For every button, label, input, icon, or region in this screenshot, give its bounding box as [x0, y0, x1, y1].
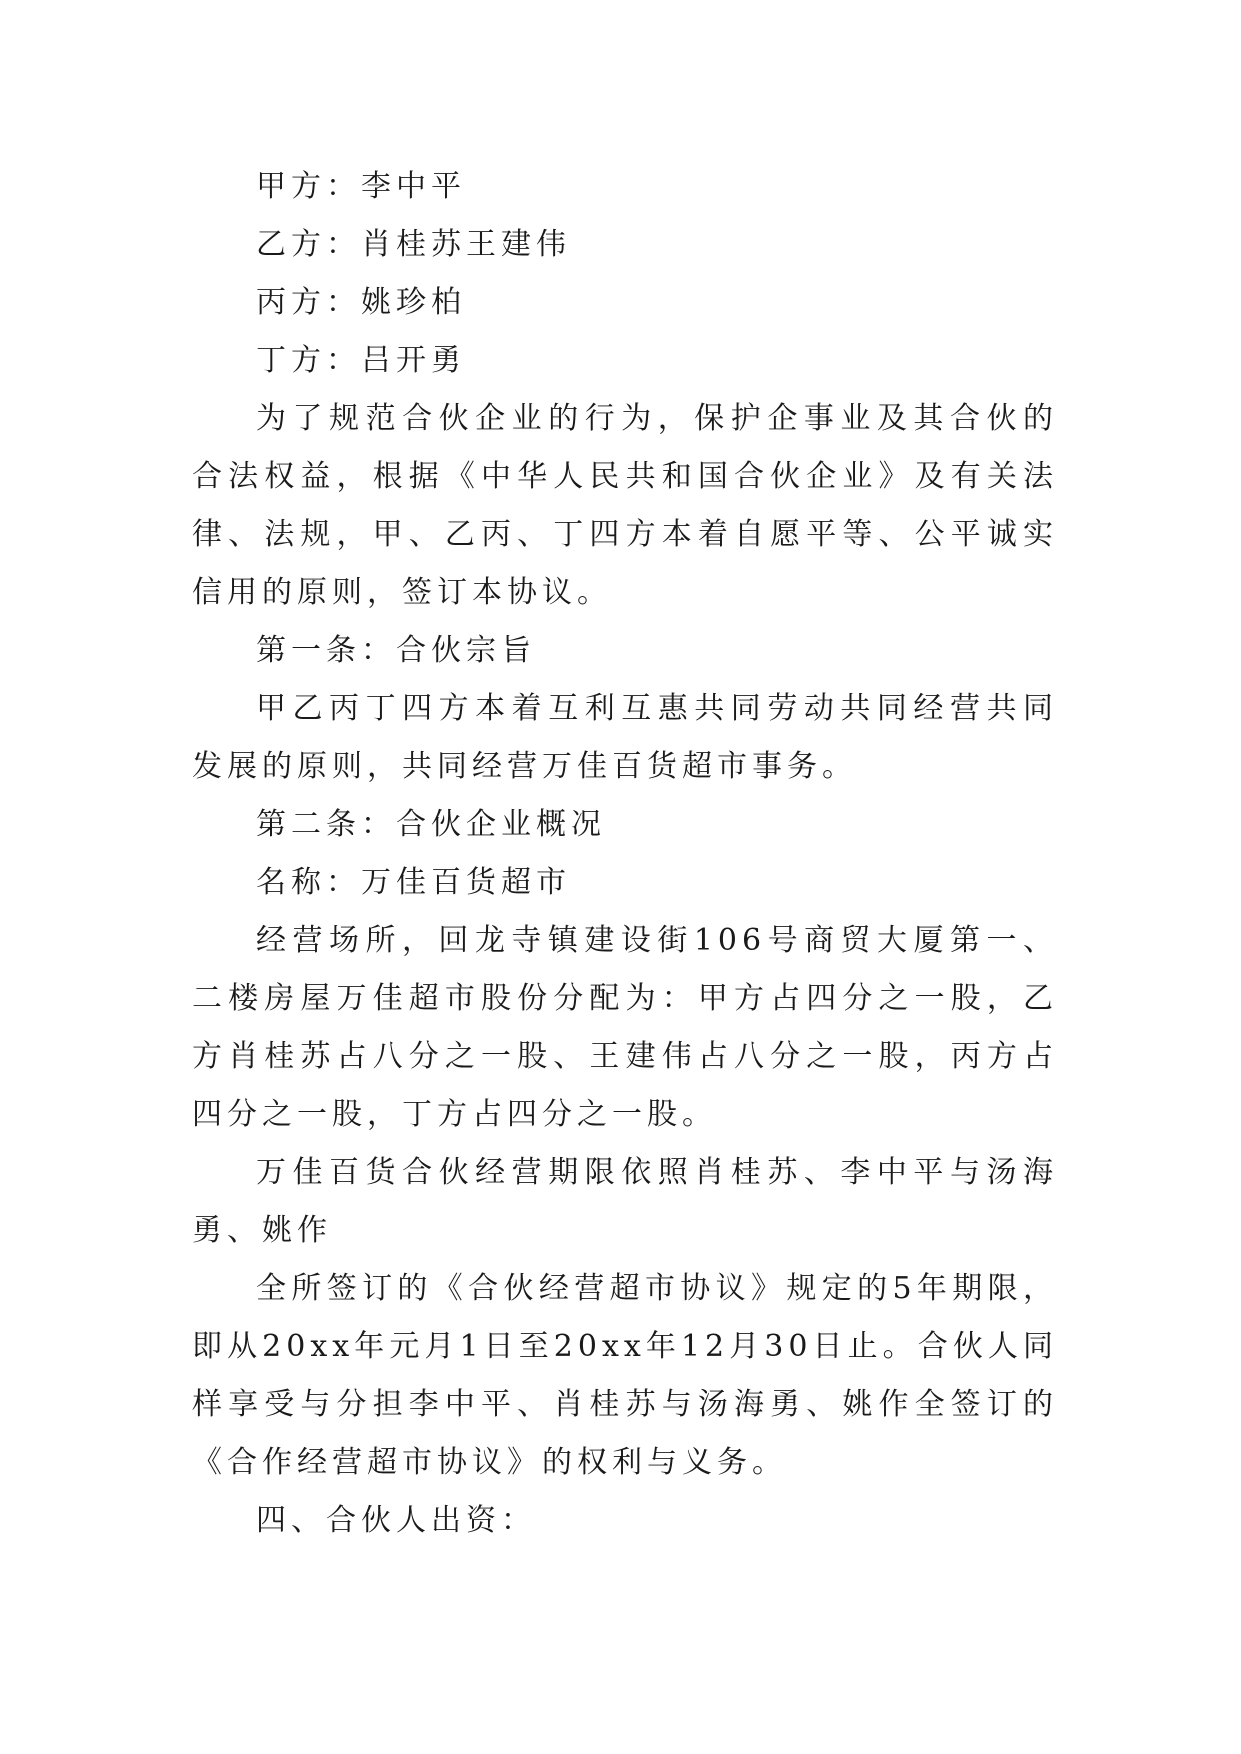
- party-c-line: 丙方：姚珍柏: [256, 285, 466, 320]
- article-one-paragraph: 甲乙丙丁四方本着互利互惠共同劳动共同经营共同发展的原则，共同经营万佳百货超市事务。: [192, 691, 1058, 784]
- term-paragraph-start: 万佳百货合伙经营期限依照肖桂苏、李中平与汤海勇、姚作: [192, 1155, 1058, 1248]
- term-paragraph-continued: 全所签订的《合伙经营超市协议》规定的5年期限，即从20xx年元月1日至20xx年12月30日止。合伙人同样享受与分担李中平、肖桂苏与汤海勇、姚作全签订的《合作经营超市协议》的权利与义务。: [192, 1271, 1058, 1480]
- article-two-heading: 第二条：合伙企业概况: [256, 807, 606, 842]
- document-body: [192, 158, 1058, 1550]
- section-four-heading: 四、合伙人出资：: [256, 1503, 536, 1538]
- article-one-heading: 第一条：合伙宗旨: [256, 633, 536, 668]
- party-d-line: 丁方：吕开勇: [256, 343, 466, 378]
- party-b-line: 乙方：肖桂苏王建伟: [256, 227, 571, 262]
- premises-shares-paragraph: 经营场所，回龙寺镇建设街106号商贸大厦第一、二楼房屋万佳超市股份分配为：甲方占四分之一股，乙方肖桂苏占八分之一股、王建伟占八分之一股，丙方占四分之一股，丁方占四分之一股。: [192, 923, 1058, 1132]
- party-a-line: 甲方：李中平: [256, 169, 466, 204]
- business-name-line: 名称：万佳百货超市: [256, 865, 571, 900]
- preamble-paragraph: 为了规范合伙企业的行为，保护企事业及其合伙的合法权益，根据《中华人民共和国合伙企业》及有关法律、法规，甲、乙丙、丁四方本着自愿平等、公平诚实信用的原则，签订本协议。: [192, 401, 1058, 610]
